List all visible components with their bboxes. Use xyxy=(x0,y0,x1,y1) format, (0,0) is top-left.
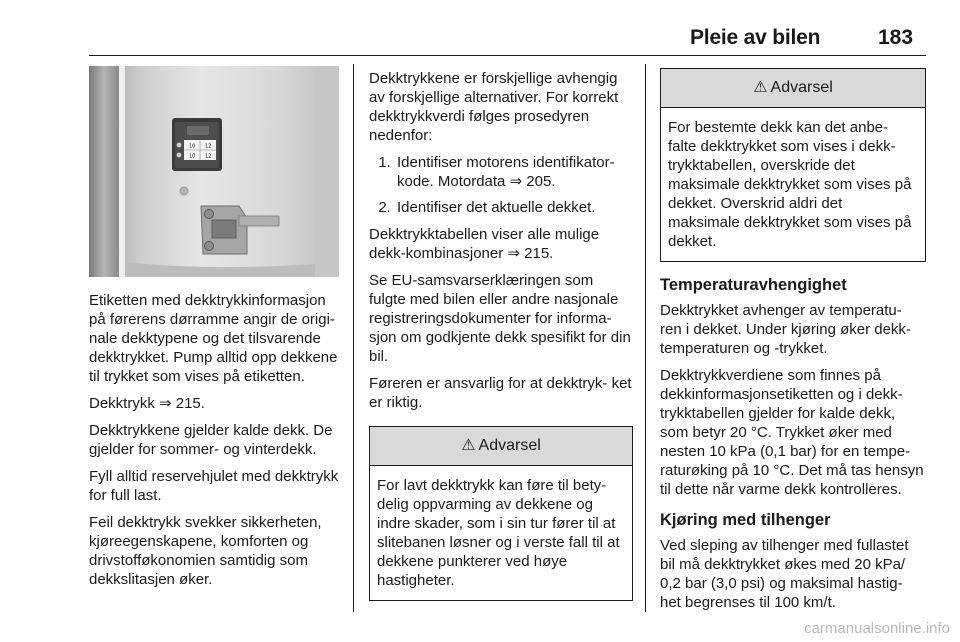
warning-box xyxy=(660,68,926,262)
page-title: Pleie av bilen xyxy=(690,26,821,49)
tyre-icon xyxy=(177,143,182,148)
door-frame-illustration xyxy=(89,66,339,277)
paragraph: Feil dekktrykk svekker sikkerheten, kjøreegenskapene, komforten og drivstofføkonomien samtidig som dekkslitasjen øker. xyxy=(89,514,322,588)
column-2 xyxy=(369,69,633,601)
section-heading: Kjøring med tilhenger xyxy=(660,511,831,529)
procedure-list xyxy=(369,153,633,217)
paragraph: Dekktrykktabellen viser alle mulige dekk-kombinasjoner ⇒ 215. xyxy=(369,226,600,262)
column-3 xyxy=(660,68,926,620)
label-cell-2: 12 xyxy=(205,143,212,150)
paragraph: Føreren er ansvarlig for at dekktryk- ket er riktig. xyxy=(369,375,632,411)
warning-text: For lavt dekktrykk kan føre til bety- delig oppvarming av dekkene og indre skader, som i sin tur fører til at slitebanen løsner og i verste fall til at dekkene punkterer ved høye hastigheter. xyxy=(377,477,620,589)
label-cell-1: 10 xyxy=(189,143,196,150)
paragraph: Se EU-samsvarserklæringen som fulgte med bilen eller andre nasjonale registreringsdokumenter for informa- sjon om godkjente dekk spesifikt for din bil. xyxy=(369,272,631,365)
warning-icon: ⚠ xyxy=(753,79,768,96)
list-item: 1. Identifiser motorens identifikator- kode. Motordata ⇒ 205. xyxy=(395,153,633,191)
tyre-icon xyxy=(177,153,182,158)
label-cell-4: 12 xyxy=(205,153,212,160)
door-frame-photo xyxy=(89,66,339,277)
paragraph: Ved sleping av tilhenger med fullastet bil må dekktrykket økes med 20 kPa/ 0,2 bar (3,0 psi) og maksimal hastig- het begrenses til 100 km/t. xyxy=(660,537,909,611)
warning-icon: ⚠ xyxy=(461,437,476,454)
column-1 xyxy=(89,291,344,597)
watermark: carmanualsonline.info xyxy=(804,620,950,637)
paragraph: Dekktrykk ⇒ 215. xyxy=(89,395,205,412)
warning-title: Advarsel xyxy=(770,79,833,96)
warning-box xyxy=(369,426,633,601)
warning-title: Advarsel xyxy=(478,437,541,454)
label-cell-3: 10 xyxy=(189,153,196,160)
paragraph: Dekktrykkene gjelder kalde dekk. De gjelder for sommer- og vinterdekk. xyxy=(89,422,333,458)
warning-header xyxy=(370,427,632,466)
list-item: 2. Identifiser det aktuelle dekket. xyxy=(395,198,633,217)
header-rule xyxy=(89,55,926,56)
paragraph: Fyll alltid reservehjulet med dekktrykk for full last. xyxy=(89,468,339,504)
page-number: 183 xyxy=(878,26,914,49)
column-divider-1 xyxy=(353,64,354,612)
photo-caption: Etiketten med dekktrykkinformasjon på førerens dørramme angir de origi- nale dekktypene og det tilsvarende dekktrykket. Pump alltid opp dekkene til trykket som vises på etiketten. xyxy=(89,292,338,385)
paragraph: Dekktrykkverdiene som finnes på dekkinformasjonsetiketten og i dekk- trykktabellen gjelder for kalde dekk, som betyr 20 °C. Trykket øker med nesten 10 kPa (0,1 bar) for en tempe- raturøking på 10 °C. Det må tas hensyn til dette når varme dekk kontrolleres. xyxy=(660,367,924,498)
warning-text: For bestemte dekk kan det anbe- falte dekktrykket som vises i dekk- trykktabellen, overskride det maksimale dekktrykket som vises på dekket. Overskrid aldri det maksimale dekktrykket som vises på dekket. xyxy=(668,119,912,250)
section-heading: Temperaturavhengighet xyxy=(660,276,847,294)
page-header xyxy=(0,0,960,55)
warning-header xyxy=(661,69,925,108)
paragraph: Dekktrykket avhenger av temperatu- ren i dekket. Under kjøring øker dekk- temperaturen og -trykket. xyxy=(660,302,911,357)
column-divider-2 xyxy=(645,64,646,612)
paragraph: Dekktrykkene er forskjellige avhengig av forskjellige alternativer. For korrekt dekktrykkverdi følges prosedyren nedenfor: xyxy=(369,70,619,144)
